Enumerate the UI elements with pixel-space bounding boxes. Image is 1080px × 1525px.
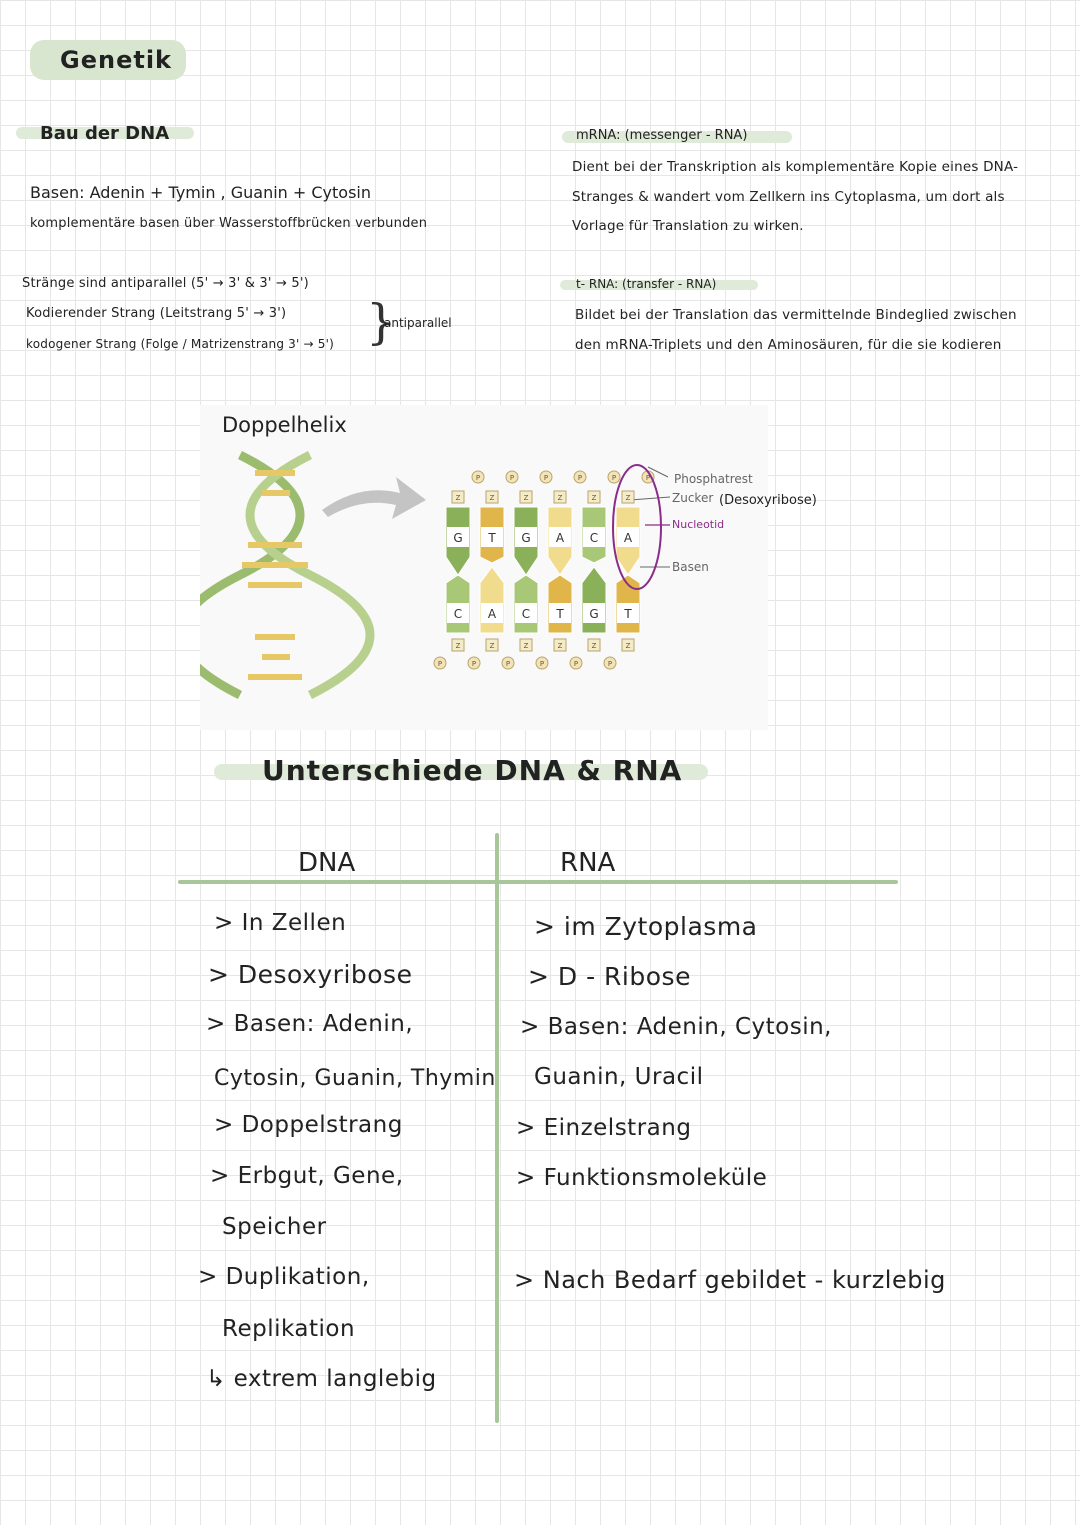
- base-bottom-label: T: [556, 607, 564, 621]
- sugar-label: Z: [523, 494, 529, 502]
- label-bases: Basen: [672, 560, 709, 574]
- rna-item: > im Zytoplasma: [534, 912, 758, 941]
- sugar-label: Z: [557, 494, 563, 502]
- base-bottom-label: T: [624, 607, 632, 621]
- dna-heading: Bau der DNA: [40, 123, 170, 144]
- dna-item: > Duplikation,: [198, 1264, 370, 1290]
- rna-item: > Basen: Adenin, Cytosin,: [520, 1014, 832, 1040]
- base-top-label: A: [555, 531, 565, 545]
- base-top-label: A: [623, 531, 633, 545]
- rna-column-title: RNA: [560, 848, 616, 878]
- phosphate-label: P: [471, 660, 477, 668]
- mrna-line-1: Dient bei der Transkription als komplementäre Kopie eines DNA-: [572, 159, 1019, 175]
- sugar-label: Z: [625, 494, 631, 502]
- trna-line-1: Bildet bei der Translation das vermittelnde Bindeglied zwischen: [575, 307, 1017, 323]
- phosphate-label: P: [543, 474, 549, 482]
- dna-item: > Doppelstrang: [214, 1112, 403, 1138]
- phosphate-label: P: [607, 660, 613, 668]
- phosphate-label: P: [577, 474, 583, 482]
- trna-line-2: den mRNA-Triplets und den Aminosäuren, für die sie kodieren: [575, 337, 1002, 353]
- dna-item: Replikation: [222, 1316, 356, 1342]
- base-top-label: G: [521, 531, 531, 545]
- dna-line-bases: Basen: Adenin + Tymin , Guanin + Cytosin: [30, 183, 371, 202]
- rna-item: Guanin, Uracil: [534, 1064, 704, 1090]
- phosphate-label: P: [645, 474, 651, 482]
- table-vertical-line: [495, 833, 499, 1423]
- label-sugar-note: (Desoxyribose): [719, 493, 817, 508]
- diagram-title: Doppelhelix: [222, 413, 347, 437]
- base-bottom-label: C: [521, 607, 531, 621]
- dna-item: > Erbgut, Gene,: [210, 1163, 404, 1189]
- base-bottom-label: A: [487, 607, 497, 621]
- label-sugar: Zucker: [672, 491, 714, 505]
- mrna-heading: mRNA: (messenger - RNA): [576, 128, 748, 143]
- label-phosphate: Phosphatrest: [674, 472, 753, 486]
- sugar-label: Z: [523, 642, 529, 650]
- rna-item: > D - Ribose: [528, 962, 691, 991]
- dna-item: > In Zellen: [214, 910, 347, 936]
- dna-line-complementary: komplementäre basen über Wasserstoffbrücken verbunden: [30, 216, 428, 231]
- sugar-label: Z: [455, 642, 461, 650]
- table-horizontal-line: [178, 880, 898, 884]
- phosphate-label: P: [611, 474, 617, 482]
- sugar-label: Z: [557, 642, 563, 650]
- sugar-label: Z: [489, 494, 495, 502]
- dna-line-template-strand: kodogener Strang (Folge / Matrizenstrang 3' → 5'): [26, 337, 334, 351]
- mrna-line-2: Stranges & wandert vom Zellkern ins Cytoplasma, um dort als: [572, 189, 1005, 205]
- comparison-heading: Unterschiede DNA & RNA: [262, 754, 683, 787]
- phosphate-label: P: [539, 660, 545, 668]
- double-helix-diagram: [200, 405, 840, 730]
- page-title: Genetik: [60, 46, 172, 74]
- helix-illustration: [200, 455, 370, 695]
- phosphate-label: P: [475, 474, 481, 482]
- rna-item: > Funktionsmoleküle: [516, 1165, 768, 1191]
- base-bottom-label: C: [453, 607, 463, 621]
- phosphate-label: P: [437, 660, 443, 668]
- base-top-label: G: [453, 531, 463, 545]
- base-bottom-mark: [480, 567, 504, 633]
- mrna-line-3: Vorlage für Translation zu wirken.: [572, 218, 804, 234]
- phosphate-label: P: [509, 474, 515, 482]
- rna-item: > Nach Bedarf gebildet - kurzlebig: [514, 1266, 946, 1294]
- base-top-label: C: [589, 531, 599, 545]
- rna-item: > Einzelstrang: [516, 1115, 692, 1141]
- sugar-label: Z: [625, 642, 631, 650]
- sugar-label: Z: [455, 494, 461, 502]
- brace-symbol: }: [366, 294, 397, 350]
- dna-item: > Basen: Adenin,: [206, 1011, 414, 1037]
- dna-item: Cytosin, Guanin, Thymin: [214, 1066, 496, 1091]
- sugar-label: Z: [591, 642, 597, 650]
- dna-line-coding-strand: Kodierender Strang (Leitstrang 5' → 3'): [26, 306, 287, 321]
- base-top-label: T: [488, 531, 496, 545]
- label-nucleotide: Nucleotid: [672, 518, 725, 531]
- dna-line-antiparallel: Stränge sind antiparallel (5' → 3' & 3' → 5'): [22, 276, 309, 291]
- sugar-label: Z: [489, 642, 495, 650]
- base-bottom-label: G: [589, 607, 599, 621]
- phosphate-label: P: [505, 660, 511, 668]
- dna-item: > Desoxyribose: [208, 960, 413, 989]
- dna-column-title: DNA: [298, 848, 356, 878]
- sugar-label: Z: [591, 494, 597, 502]
- brace-label: antiparallel: [384, 316, 452, 330]
- trna-heading: t- RNA: (transfer - RNA): [576, 277, 717, 291]
- base-bottom-mark: [582, 567, 606, 633]
- arrow-icon: [322, 477, 426, 519]
- phosphate-label: P: [573, 660, 579, 668]
- dna-item: Speicher: [222, 1214, 327, 1240]
- dna-item: ↳ extrem langlebig: [206, 1366, 437, 1392]
